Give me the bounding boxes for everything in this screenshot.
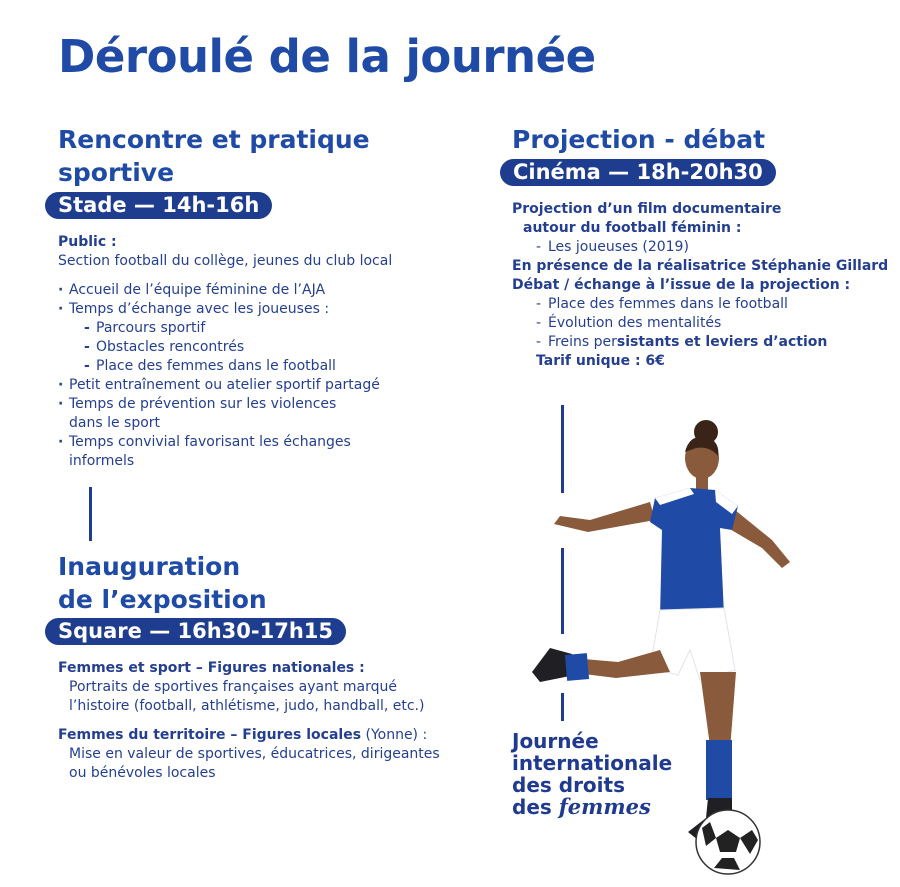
section-sport-heading	[58, 123, 458, 189]
pill-cinema: Cinéma — 18h-20h30	[500, 159, 776, 186]
topic-part-bold: sistants et leviers d’action	[616, 334, 828, 350]
price: Tarif unique : 6€	[536, 353, 665, 369]
local-figures-label	[58, 726, 478, 745]
label-suffix: (Yonne) :	[361, 727, 428, 743]
text-line: l’histoire	[69, 698, 130, 714]
sub-item: - Place des femmes dans le football	[84, 357, 458, 376]
item-text: Petit entraînement ou atelier sportif partagé	[69, 377, 380, 393]
section-exhibition	[58, 550, 458, 616]
exchange-sublist	[84, 319, 458, 376]
list-item	[58, 300, 458, 376]
badge-line-4	[512, 796, 672, 818]
heading-line-1: Inauguration	[58, 552, 241, 581]
item-text: Temps convivial favorisant les échanges	[69, 434, 351, 450]
director-presence: En présence de la réalisatrice Stéphanie Gillard	[512, 258, 889, 274]
heading-line-1: Rencontre et pratique	[58, 125, 370, 154]
item-text: Temps de prévention sur les violences	[69, 396, 337, 412]
topic-item: - Place des femmes dans le football	[536, 295, 892, 314]
event-badge	[512, 730, 672, 818]
badge-line-3: des droits	[512, 773, 625, 797]
section-sport	[58, 123, 458, 189]
list-item	[58, 433, 458, 471]
list-item	[58, 395, 458, 433]
badge-line-2: internationale	[512, 751, 673, 775]
text-line: Portraits de sportives françaises ayant marqué	[69, 679, 397, 695]
film-list	[536, 238, 892, 257]
list-item	[58, 376, 458, 395]
heading-line-2: de l’exposition	[58, 585, 267, 614]
pill-stade: Stade — 14h-16h	[45, 192, 272, 219]
projection-details	[512, 200, 892, 371]
sub-item: - Parcours sportif	[84, 319, 458, 338]
badge-line-1: Journée	[512, 729, 599, 753]
sub-item: - Obstacles rencontrés	[84, 338, 458, 357]
national-figures-label: Femmes et sport – Figures nationales :	[58, 660, 365, 676]
projection-heading: Projection - débat	[512, 125, 766, 154]
list-item	[58, 281, 458, 300]
debate-label: Débat / échange à l’issue de la projection :	[512, 277, 851, 293]
item-text: Temps d’échange avec les joueuses :	[69, 301, 330, 317]
public-label: Public :	[58, 234, 117, 250]
badge-line-4a: des	[512, 795, 559, 819]
section-exhibition-details	[58, 659, 478, 783]
public-text: Section football du collège, jeunes du club local	[58, 253, 393, 269]
film-line-1: Projection d’un film documentaire	[512, 201, 782, 217]
page-title: Déroulé de la journée	[58, 30, 596, 83]
national-figures-text	[58, 678, 478, 716]
text-line: Mise en valeur de sportives, éducatrices, dirigeantes	[69, 746, 440, 762]
item-text: Accueil de l’équipe féminine de l’AJA	[69, 282, 326, 298]
connector-line	[89, 487, 92, 541]
topic-part: Freins per	[548, 334, 617, 350]
badge-script-word: femmes	[558, 794, 651, 819]
text-line: ou bénévoles locales	[69, 765, 216, 781]
topic-item	[536, 333, 892, 352]
film-line-2: autour du football féminin :	[523, 220, 742, 236]
item-text-2: dans le sport	[69, 415, 161, 431]
activities-list	[58, 281, 458, 471]
local-figures-text	[58, 745, 478, 783]
text-line: (football, athlétisme, judo, handball, etc.)	[129, 698, 425, 714]
topic-item: - Évolution des mentalités	[536, 314, 892, 333]
section-sport-details	[58, 233, 458, 471]
label-bold: Femmes du territoire – Figures locales	[58, 727, 362, 743]
section-exhibition-heading	[58, 550, 458, 616]
pill-square: Square — 16h30-17h15	[45, 618, 346, 645]
debate-topics	[536, 295, 892, 352]
film-title: - Les joueuses (2019)	[536, 238, 892, 257]
heading-line-2: sportive	[58, 158, 175, 187]
item-text-2: informels	[69, 453, 135, 469]
